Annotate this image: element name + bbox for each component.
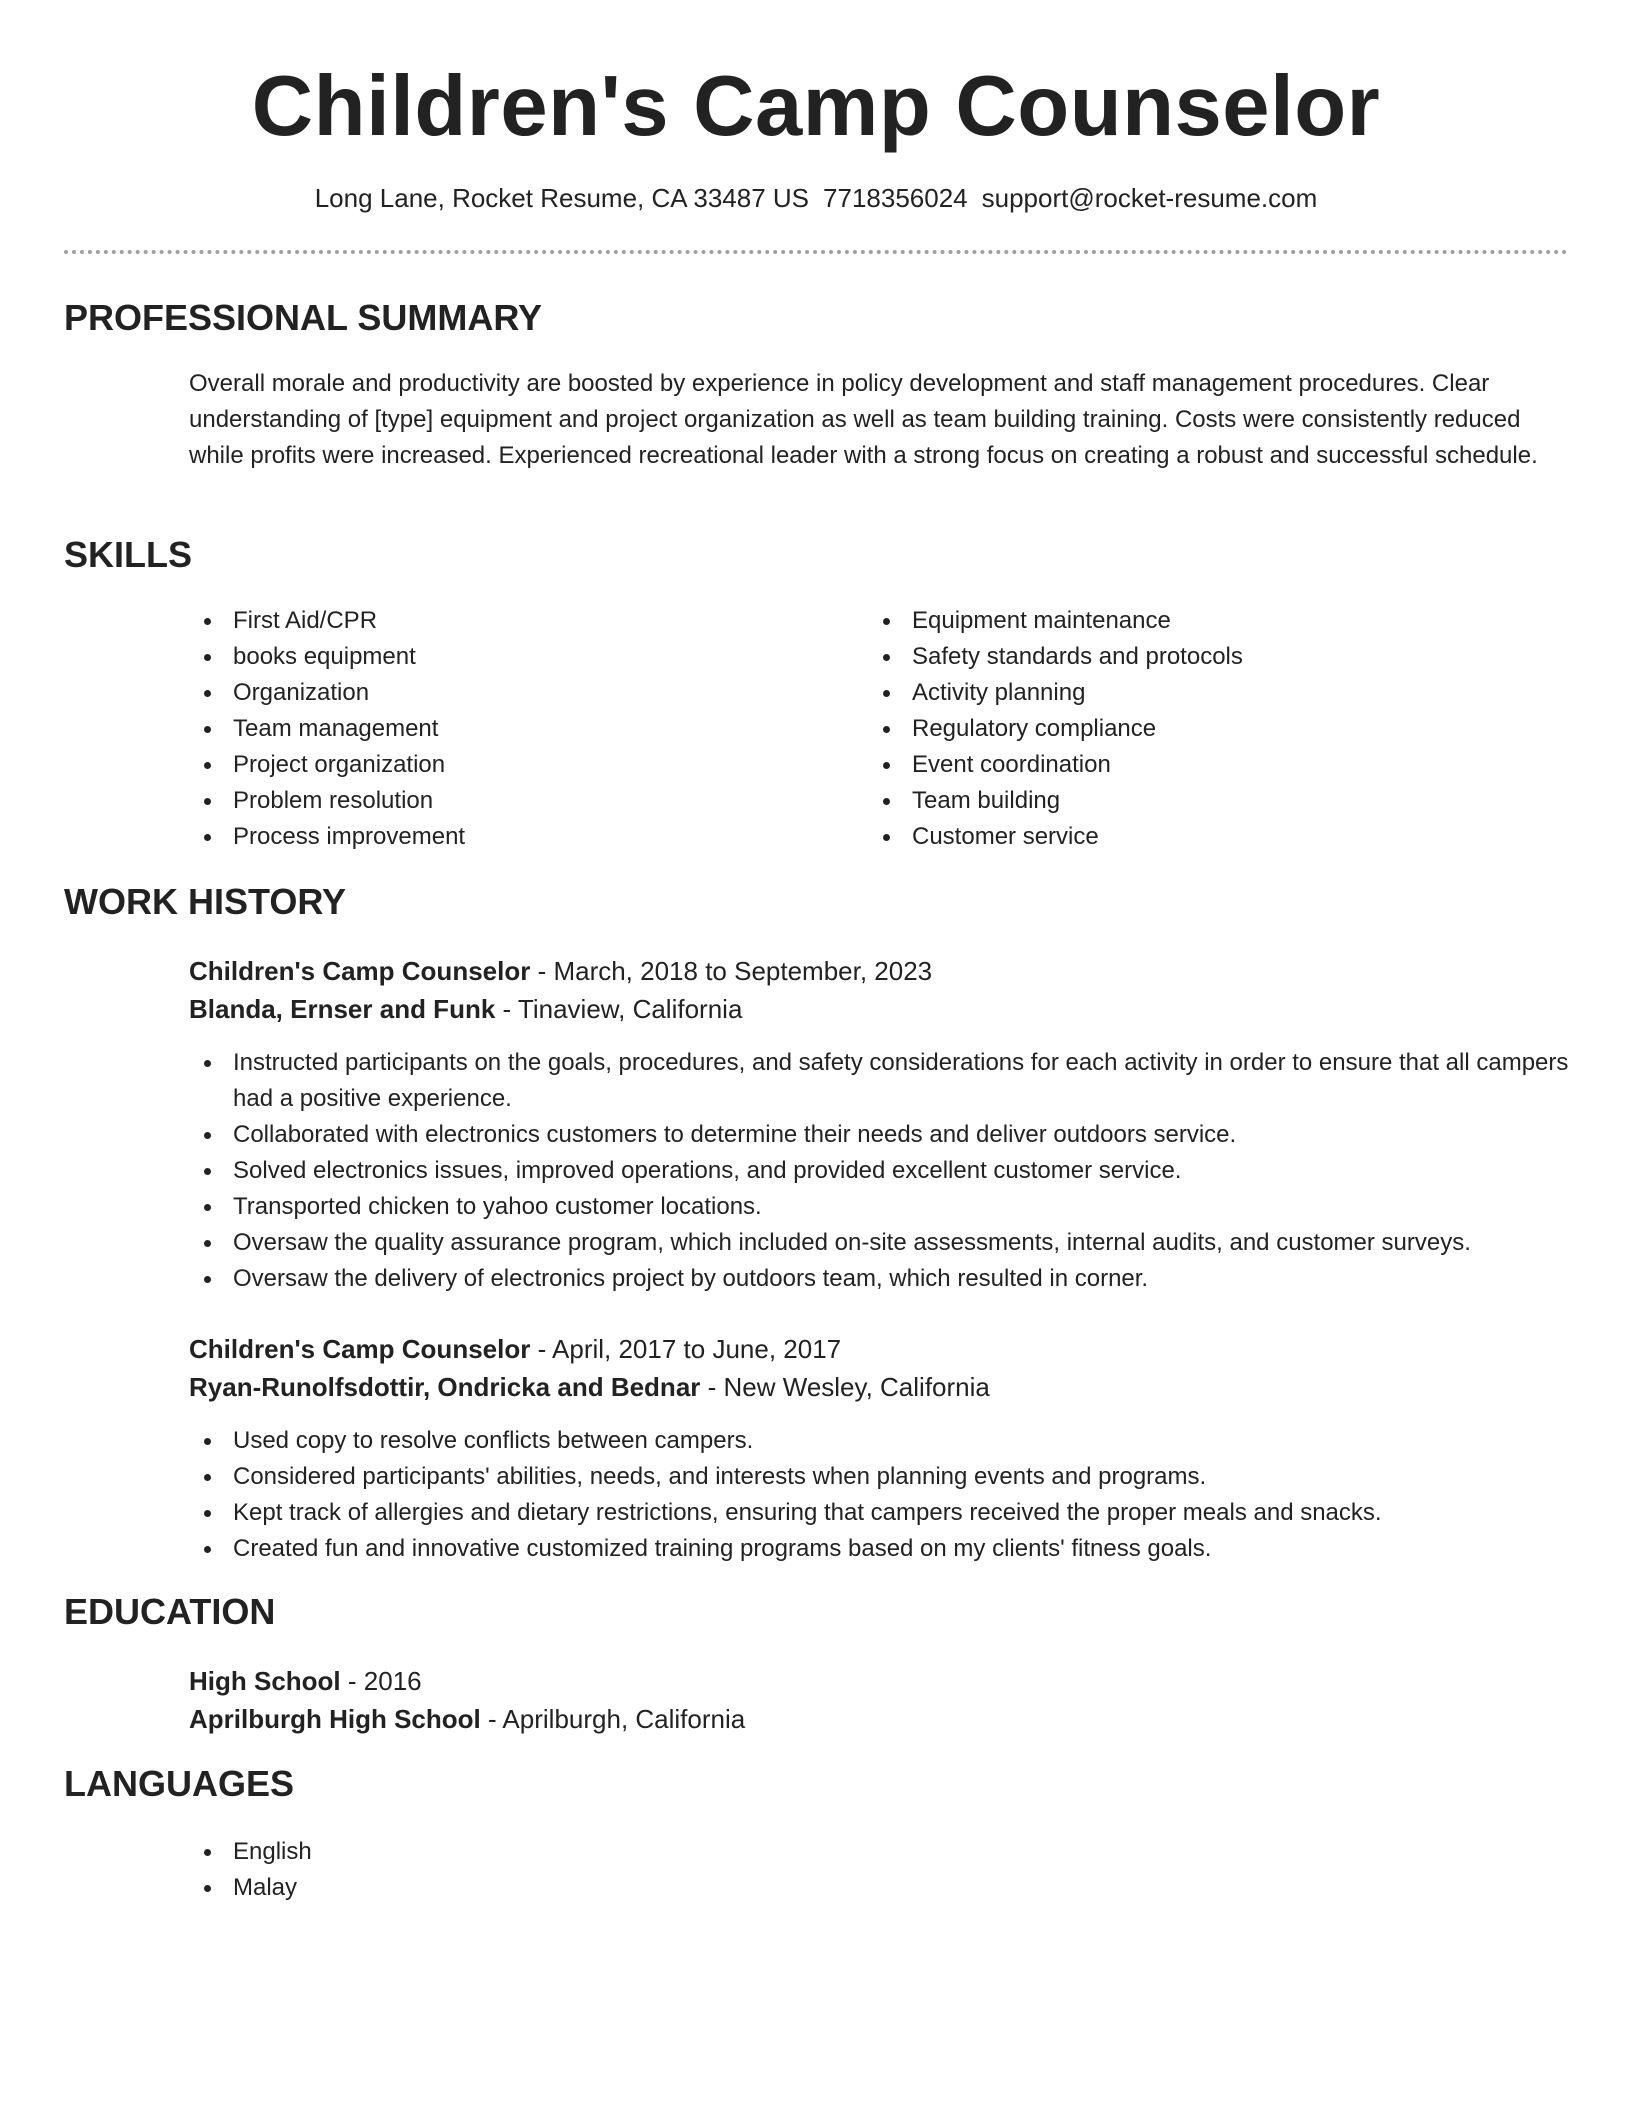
education-degree: High School — [189, 1666, 341, 1696]
skill-item: Team management — [189, 711, 849, 747]
job-role: Children's Camp Counselor — [189, 956, 531, 986]
skill-item: Customer service — [868, 819, 1528, 855]
job-bullet: Kept track of allergies and dietary restrictions, ensuring that campers received the proper meals and snacks. — [189, 1495, 1569, 1531]
skill-item: Event coordination — [868, 747, 1528, 783]
language-item: English — [189, 1834, 789, 1870]
job-bullet: Transported chicken to yahoo customer locations. — [189, 1189, 1569, 1225]
skill-item: Regulatory compliance — [868, 711, 1528, 747]
job-role: Children's Camp Counselor — [189, 1334, 531, 1364]
skill-item: Team building — [868, 783, 1528, 819]
job-company-line — [189, 1368, 990, 1406]
education-heading: EDUCATION — [64, 1591, 276, 1632]
job-location: - New Wesley, California — [700, 1372, 990, 1402]
education-degree-line — [189, 1662, 422, 1700]
education-school: Aprilburgh High School — [189, 1704, 481, 1734]
contact-line — [0, 180, 1632, 216]
skill-item: Process improvement — [189, 819, 849, 855]
skill-item: Organization — [189, 675, 849, 711]
job-title-line — [189, 1330, 841, 1368]
language-item: Malay — [189, 1870, 789, 1906]
contact-email[interactable]: support@rocket-resume.com — [981, 183, 1318, 213]
skills-list-right — [868, 603, 1528, 855]
job-bullet: Instructed participants on the goals, procedures, and safety considerations for each activity in order to ensure that all campers had a positive experience. — [189, 1045, 1569, 1117]
contact-phone: 7718356024 — [823, 183, 968, 213]
skill-item: First Aid/CPR — [189, 603, 849, 639]
skill-item: Problem resolution — [189, 783, 849, 819]
job-bullet: Considered participants' abilities, needs, and interests when planning events and programs. — [189, 1459, 1569, 1495]
summary-text: Overall morale and productivity are boosted by experience in policy development and staff management procedures. Clear understanding of [type] equipment and project organization as well as team building training. Costs were consistently reduced while profits were increased. Experienced recreational leader with a strong focus on creating a robust and successful schedule. — [189, 370, 1538, 469]
job-company: Blanda, Ernser and Funk — [189, 994, 496, 1024]
job-bullet: Oversaw the quality assurance program, which included on-site assessments, internal audits, and customer surveys. — [189, 1225, 1569, 1261]
education-school-line — [189, 1700, 745, 1738]
skill-item: Equipment maintenance — [868, 603, 1528, 639]
job-bullet: Solved electronics issues, improved operations, and provided excellent customer service. — [189, 1153, 1569, 1189]
job-bullet: Collaborated with electronics customers to determine their needs and deliver outdoors service. — [189, 1117, 1569, 1153]
skill-item: Activity planning — [868, 675, 1528, 711]
job-dates: - April, 2017 to June, 2017 — [530, 1334, 842, 1364]
education-year: - 2016 — [340, 1666, 422, 1696]
work-history-heading: WORK HISTORY — [64, 881, 347, 922]
contact-address: Long Lane, Rocket Resume, CA 33487 US — [314, 183, 810, 213]
job-bullets — [189, 1423, 1569, 1567]
header-divider — [64, 250, 1568, 254]
summary-heading: PROFESSIONAL SUMMARY — [64, 297, 543, 338]
skill-item: Project organization — [189, 747, 849, 783]
skills-list-left — [189, 603, 849, 855]
candidate-name: Children's Camp Counselor — [251, 59, 1381, 154]
job-bullet: Created fun and innovative customized training programs based on my clients' fitness goals. — [189, 1531, 1569, 1567]
job-bullet: Oversaw the delivery of electronics project by outdoors team, which resulted in corner. — [189, 1261, 1569, 1297]
education-location: - Aprilburgh, California — [480, 1704, 746, 1734]
skills-heading: SKILLS — [64, 534, 193, 575]
languages-heading: LANGUAGES — [64, 1763, 295, 1804]
job-company: Ryan-Runolfsdottir, Ondricka and Bednar — [189, 1372, 701, 1402]
job-bullets — [189, 1045, 1569, 1297]
job-location: - Tinaview, California — [495, 994, 743, 1024]
job-company-line — [189, 990, 742, 1028]
languages-list — [189, 1834, 789, 1906]
job-dates: - March, 2018 to September, 2023 — [530, 956, 933, 986]
skill-item: Safety standards and protocols — [868, 639, 1528, 675]
skill-item: books equipment — [189, 639, 849, 675]
job-bullet: Used copy to resolve conflicts between campers. — [189, 1423, 1569, 1459]
job-title-line — [189, 952, 932, 990]
